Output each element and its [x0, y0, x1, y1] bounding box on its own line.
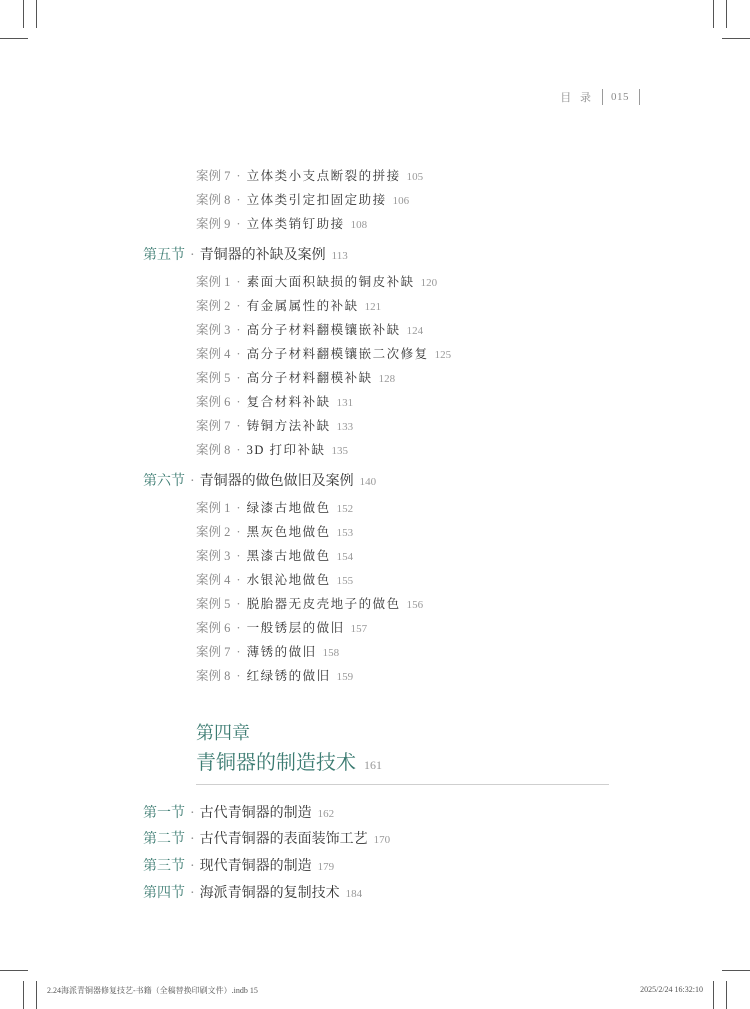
print-slug-timestamp: 2025/2/24 16:32:10: [640, 985, 703, 994]
separator-dot: ·: [236, 371, 241, 385]
crop-mark: [722, 970, 750, 971]
case-title: 薄锈的做旧: [246, 645, 317, 659]
toc-case-entry[interactable]: [196, 618, 367, 636]
page-number: 162: [317, 808, 335, 820]
case-title: 黑漆古地做色: [246, 549, 331, 563]
case-label: 案例 7: [196, 645, 231, 659]
page-number: 135: [331, 445, 348, 457]
case-label: 案例 5: [196, 597, 231, 611]
separator-dot: ·: [190, 248, 195, 263]
crop-mark: [722, 38, 750, 39]
toc-section-entry[interactable]: [143, 802, 334, 822]
case-label: 案例 1: [196, 275, 231, 289]
case-label: 案例 1: [196, 501, 231, 515]
section-label: 第三节: [143, 859, 185, 874]
header-page-number: 015: [611, 91, 629, 103]
section-label: 第四节: [143, 886, 185, 901]
page-number: 120: [420, 277, 438, 289]
toc-section-entry[interactable]: [143, 882, 362, 902]
case-label: 案例 8: [196, 193, 231, 207]
case-title: 一般锈层的做旧: [246, 621, 345, 635]
toc-case-entry[interactable]: [196, 392, 353, 410]
case-title: 有金属属性的补缺: [246, 299, 359, 313]
case-title: 绿漆古地做色: [246, 501, 331, 515]
toc-case-entry[interactable]: [196, 642, 339, 660]
section-title: 现代青铜器的制造: [199, 859, 312, 874]
toc-case-entry[interactable]: [196, 522, 353, 540]
page-number: 105: [406, 171, 424, 183]
section-label: 第二节: [143, 832, 185, 847]
case-label: 案例 2: [196, 525, 231, 539]
separator-dot: ·: [236, 275, 241, 289]
separator-dot: ·: [236, 573, 241, 587]
page-number: 159: [336, 671, 354, 683]
case-title: 脱胎器无皮壳地子的做色: [246, 597, 401, 611]
case-title: 立体类销钉助接: [246, 217, 345, 231]
header-divider: [602, 89, 603, 105]
separator-dot: ·: [190, 832, 195, 847]
toc-section-entry[interactable]: [143, 828, 390, 848]
separator-dot: ·: [190, 806, 195, 821]
toc-section-entry[interactable]: [143, 470, 376, 490]
section-title: 青铜器的做色做旧及案例: [199, 474, 354, 489]
page-number: 152: [336, 503, 354, 515]
case-title: 素面大面积缺损的铜皮补缺: [246, 275, 415, 289]
chapter-label: 第四章: [196, 723, 250, 743]
page-number: 170: [373, 834, 391, 846]
case-label: 案例 4: [196, 573, 231, 587]
case-title: 高分子材料翻模镶嵌补缺: [246, 323, 401, 337]
page-number: 128: [378, 373, 396, 385]
toc-case-entry[interactable]: [196, 296, 381, 314]
crop-mark: [713, 981, 714, 1009]
crop-mark: [23, 0, 24, 28]
separator-dot: ·: [236, 501, 241, 515]
toc-case-entry[interactable]: [196, 416, 353, 434]
case-label: 案例 8: [196, 669, 231, 683]
separator-dot: ·: [236, 549, 241, 563]
separator-dot: ·: [236, 193, 241, 207]
page-number: 157: [350, 623, 368, 635]
separator-dot: ·: [236, 443, 241, 457]
toc-case-entry[interactable]: [196, 594, 423, 612]
page-number: 184: [345, 888, 363, 900]
case-label: 案例 3: [196, 323, 231, 337]
page-number: 156: [406, 599, 424, 611]
separator-dot: ·: [236, 621, 241, 635]
toc-case-entry[interactable]: [196, 344, 451, 362]
case-title: 黑灰色地做色: [246, 525, 331, 539]
section-label: 第一节: [143, 806, 185, 821]
case-label: 案例 6: [196, 621, 231, 635]
page-number: 158: [322, 647, 340, 659]
crop-mark: [23, 981, 24, 1009]
print-slug-file: 2.24海派青铜器修复技艺-书籍（全稿替换印刷文件）.indb 15: [47, 986, 258, 995]
page-number: 121: [364, 301, 382, 313]
case-title: 复合材料补缺: [246, 395, 331, 409]
case-title: 立体类引定扣固定助接: [246, 193, 387, 207]
toc-case-entry[interactable]: [196, 320, 423, 338]
page-number: 125: [434, 349, 452, 361]
page-number: 155: [336, 575, 354, 587]
chapter-entry[interactable]: [196, 746, 382, 775]
case-label: 案例 9: [196, 217, 231, 231]
case-label: 案例 8: [196, 443, 231, 457]
toc-case-entry[interactable]: [196, 214, 367, 232]
toc-case-entry[interactable]: [196, 190, 409, 208]
toc-case-entry[interactable]: [196, 440, 348, 458]
separator-dot: ·: [236, 169, 241, 183]
separator-dot: ·: [236, 525, 241, 539]
toc-case-entry[interactable]: [196, 166, 423, 184]
separator-dot: ·: [236, 217, 241, 231]
separator-dot: ·: [236, 645, 241, 659]
case-title: 高分子材料翻模补缺: [246, 371, 373, 385]
toc-section-entry[interactable]: [143, 855, 334, 875]
crop-mark: [0, 38, 28, 39]
page-number: 106: [392, 195, 410, 207]
page-number: 124: [406, 325, 424, 337]
page-number: 133: [336, 421, 354, 433]
running-header: [560, 89, 640, 105]
case-label: 案例 7: [196, 419, 231, 433]
toc-case-entry[interactable]: [196, 272, 437, 290]
page-number: 131: [336, 397, 354, 409]
separator-dot: ·: [190, 859, 195, 874]
crop-mark: [36, 981, 37, 1009]
case-label: 案例 7: [196, 169, 231, 183]
separator-dot: ·: [236, 395, 241, 409]
case-label: 案例 3: [196, 549, 231, 563]
toc-section-entry[interactable]: [143, 244, 348, 264]
header-divider: [639, 89, 640, 105]
case-title: 高分子材料翻模镶嵌二次修复: [246, 347, 429, 361]
separator-dot: ·: [236, 669, 241, 683]
case-label: 案例 4: [196, 347, 231, 361]
section-title: 海派青铜器的复制技术: [199, 886, 340, 901]
separator-dot: ·: [236, 347, 241, 361]
crop-mark: [726, 981, 727, 1009]
separator-dot: ·: [190, 474, 195, 489]
separator-dot: ·: [236, 597, 241, 611]
case-label: 案例 2: [196, 299, 231, 313]
case-title: 立体类小支点断裂的拼接: [246, 169, 401, 183]
toc-case-entry[interactable]: [196, 666, 353, 684]
chapter-divider: [196, 784, 609, 785]
header-section: 目 录: [560, 92, 594, 104]
page-number: 153: [336, 527, 354, 539]
page-number: 179: [317, 861, 335, 873]
page-number: 154: [336, 551, 354, 563]
toc-case-entry[interactable]: [196, 368, 395, 386]
crop-mark: [726, 0, 727, 28]
page-number: 113: [331, 250, 348, 262]
section-title: 青铜器的补缺及案例: [199, 248, 326, 263]
page-number: 140: [359, 476, 377, 488]
separator-dot: ·: [190, 886, 195, 901]
section-label: 第六节: [143, 474, 185, 489]
toc-case-entry[interactable]: [196, 498, 353, 516]
case-label: 案例 6: [196, 395, 231, 409]
separator-dot: ·: [236, 299, 241, 313]
page-number: 161: [364, 758, 382, 772]
separator-dot: ·: [236, 419, 241, 433]
case-title: 水银沁地做色: [246, 573, 331, 587]
toc-case-entry[interactable]: [196, 546, 353, 564]
section-title: 古代青铜器的表面装饰工艺: [199, 832, 368, 847]
case-label: 案例 5: [196, 371, 231, 385]
crop-mark: [36, 0, 37, 28]
page-number: 108: [350, 219, 368, 231]
case-title: 铸铜方法补缺: [246, 419, 331, 433]
section-title: 古代青铜器的制造: [199, 806, 312, 821]
toc-case-entry[interactable]: [196, 570, 353, 588]
case-title: 3D 打印补缺: [246, 443, 326, 457]
crop-mark: [713, 0, 714, 28]
crop-mark: [0, 970, 28, 971]
case-title: 红绿锈的做旧: [246, 669, 331, 683]
separator-dot: ·: [236, 323, 241, 337]
section-label: 第五节: [143, 248, 185, 263]
chapter-title: 青铜器的制造技术: [196, 752, 356, 774]
